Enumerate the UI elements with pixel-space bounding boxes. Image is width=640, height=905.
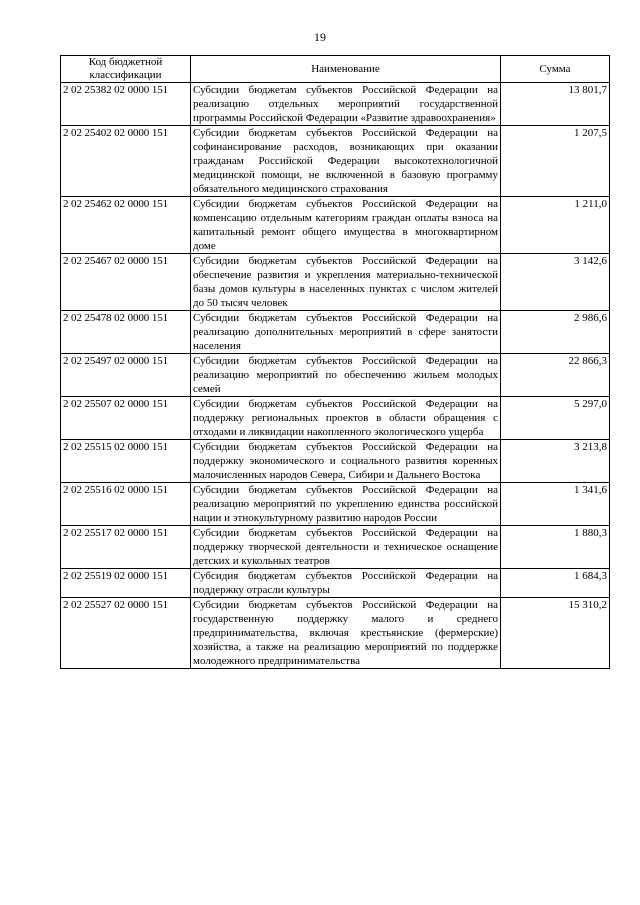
table-row (61, 126, 610, 197)
table-row (61, 197, 610, 254)
table-row (61, 440, 610, 483)
header-sum: Сумма (501, 56, 610, 83)
table-row (61, 354, 610, 397)
cell-sum: 22 866,3 (501, 354, 610, 397)
cell-sum: 5 297,0 (501, 397, 610, 440)
table-row (61, 311, 610, 354)
cell-name: Субсидии бюджетам субъектов Российской Федерации на реализацию мероприятий по обеспечению жильем молодых семей (191, 354, 501, 397)
cell-sum: 3 142,6 (501, 254, 610, 311)
cell-name: Субсидии бюджетам субъектов Российской Федерации на реализацию отдельных мероприятий государственной программы Российской Федерации «Развитие здравоохранения» (191, 83, 501, 126)
table-row (61, 483, 610, 526)
cell-name: Субсидии бюджетам субъектов Российской Федерации на поддержку творческой деятельности и техническое оснащение детских и кукольных театров (191, 526, 501, 569)
cell-sum: 1 684,3 (501, 569, 610, 598)
cell-code: 2 02 25402 02 0000 151 (61, 126, 191, 197)
cell-name: Субсидии бюджетам субъектов Российской Федерации на поддержку региональных проектов в области обращения с отходами и ликвидации накопленного экологического ущерба (191, 397, 501, 440)
header-name: Наименование (191, 56, 501, 83)
cell-code: 2 02 25382 02 0000 151 (61, 83, 191, 126)
cell-code: 2 02 25507 02 0000 151 (61, 397, 191, 440)
cell-code: 2 02 25497 02 0000 151 (61, 354, 191, 397)
cell-code: 2 02 25517 02 0000 151 (61, 526, 191, 569)
cell-name: Субсидии бюджетам субъектов Российской Федерации на обеспечение развития и укрепления материально-технической базы домов культуры в населенных пунктах с числом жителей до 50 тысяч человек (191, 254, 501, 311)
cell-sum: 1 341,6 (501, 483, 610, 526)
cell-code: 2 02 25462 02 0000 151 (61, 197, 191, 254)
cell-sum: 2 986,6 (501, 311, 610, 354)
table-row (61, 254, 610, 311)
cell-name: Субсидии бюджетам субъектов Российской Федерации на реализацию дополнительных мероприятий в сфере занятости населения (191, 311, 501, 354)
cell-name: Субсидия бюджетам субъектов Российской Федерации на поддержку отрасли культуры (191, 569, 501, 598)
cell-sum: 1 207,5 (501, 126, 610, 197)
cell-code: 2 02 25467 02 0000 151 (61, 254, 191, 311)
table-row (61, 598, 610, 669)
table-row (61, 397, 610, 440)
cell-code: 2 02 25515 02 0000 151 (61, 440, 191, 483)
table-row (61, 569, 610, 598)
cell-name: Субсидии бюджетам субъектов Российской Федерации на софинансирование расходов, возникающих при оказании гражданам Российской Федерации высокотехнологичной медицинской помощи, не включенной в базовую программу обязательного медицинского страхования (191, 126, 501, 197)
cell-code: 2 02 25519 02 0000 151 (61, 569, 191, 598)
cell-code: 2 02 25478 02 0000 151 (61, 311, 191, 354)
cell-name: Субсидии бюджетам субъектов Российской Федерации на поддержку экономического и социального развития коренных малочисленных народов Севера, Сибири и Дальнего Востока (191, 440, 501, 483)
page-number: 19 (314, 30, 326, 44)
header-code: Код бюджетной классификации (61, 56, 191, 83)
cell-code: 2 02 25527 02 0000 151 (61, 598, 191, 669)
table-row (61, 83, 610, 126)
table-row (61, 526, 610, 569)
table-header-row (61, 56, 610, 83)
cell-sum: 13 801,7 (501, 83, 610, 126)
cell-name: Субсидии бюджетам субъектов Российской Федерации на государственную поддержку малого и среднего предпринимательства, включая крестьянские (фермерские) хозяйства, а также на реализацию мероприятий по поддержке молодежного предпринимательства (191, 598, 501, 669)
cell-sum: 1 211,0 (501, 197, 610, 254)
cell-code: 2 02 25516 02 0000 151 (61, 483, 191, 526)
budget-table (60, 55, 610, 669)
cell-name: Субсидии бюджетам субъектов Российской Федерации на реализацию мероприятий по укреплению единства российской нации и этнокультурному развитию народов России (191, 483, 501, 526)
cell-sum: 1 880,3 (501, 526, 610, 569)
cell-name: Субсидии бюджетам субъектов Российской Федерации на компенсацию отдельным категориям граждан оплаты взноса на капитальный ремонт общего имущества в многоквартирном доме (191, 197, 501, 254)
cell-sum: 3 213,8 (501, 440, 610, 483)
cell-sum: 15 310,2 (501, 598, 610, 669)
